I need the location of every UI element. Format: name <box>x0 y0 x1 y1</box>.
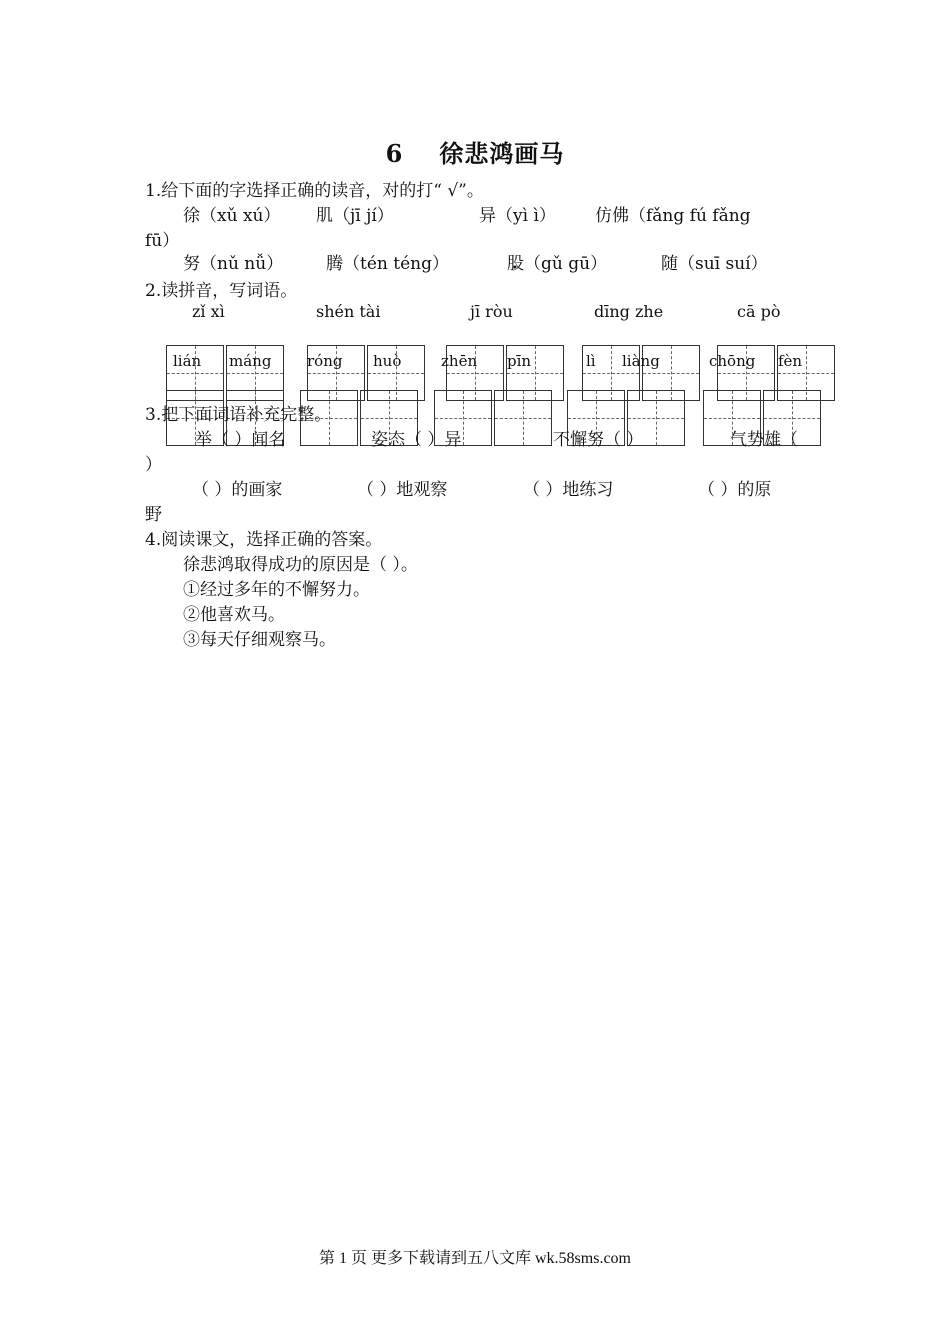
pinyin-lian: lián <box>173 352 202 370</box>
pinyin-dingzhe: dīng zhe <box>594 302 664 321</box>
q4-question: 徐悲鸿取得成功的原因是（ ）。 <box>183 555 418 575</box>
page-footer: 第 1 页 更多下载请到五八文库 wk.58sms.com <box>318 1250 631 1267</box>
pinyin-mang: máng <box>229 352 272 370</box>
q3-item-lianxi: （ ）地练习 <box>523 480 614 500</box>
pinyin-zhen: zhēn <box>441 352 478 370</box>
q1-item-sui: 随（suī suí） <box>661 254 768 274</box>
pinyin-fen: fèn <box>778 352 803 370</box>
pinyin-capo: cā pò <box>737 302 781 321</box>
q3-heading: 3.把下面词语补充完整。 <box>145 405 332 425</box>
q3-item-huajia: （ ）的画家 <box>192 480 283 500</box>
pinyin-zixi: zǐ xì <box>192 302 225 321</box>
pinyin-jirou: jī ròu <box>470 302 513 321</box>
q3-item-yuanye: （ ）的原 <box>698 480 772 500</box>
q2-heading: 2.读拼音，写词语。 <box>145 281 298 301</box>
lesson-title: 徐悲鸿画马 <box>439 139 565 168</box>
q1-item-fangfu-wrap: fū） <box>145 231 180 251</box>
q3-item-buxienu: 不懈努（ ） <box>553 430 644 450</box>
q1-item-nu: 努（nǔ nǚ） <box>183 254 284 274</box>
q4-option-2: ②他喜欢马。 <box>183 605 285 625</box>
q4-option-1: ①经过多年的不懈努力。 <box>183 580 370 600</box>
q1-item-xu: 徐（xǔ xú） <box>183 206 281 226</box>
page-title <box>0 134 950 169</box>
pinyin-rong: róng <box>307 352 343 370</box>
q1-item-fangfu: 仿佛（fǎng fú fǎng <box>595 206 751 226</box>
q3-item-qishixiong-wrap: ） <box>145 455 162 475</box>
pinyin-shentai: shén tài <box>316 302 381 321</box>
pinyin-chong: chōng <box>709 352 756 370</box>
q4-option-3: ③每天仔细观察马。 <box>183 630 336 650</box>
q3-item-yuanye-wrap: 野 <box>145 505 162 525</box>
q3-item-guancha: （ ）地观察 <box>357 480 448 500</box>
writing-cell[interactable] <box>494 390 552 446</box>
q1-item-ji: 肌（jī jí） <box>316 206 394 226</box>
q4-heading: 4.阅读课文，选择正确的答案。 <box>145 530 383 550</box>
q3-item-qishixiong: 气势雄（ <box>730 430 798 450</box>
q3-item-zitaiyi: 姿态（ ）异 <box>371 430 462 450</box>
lesson-number: 6 <box>385 139 404 168</box>
pinyin-huo: huò <box>373 352 402 370</box>
pinyin-li: lì <box>586 352 596 370</box>
q1-item-teng: 腾（tén téng） <box>326 254 449 274</box>
q1-item-gu: 股（gǔ gū） • <box>507 249 950 274</box>
pinyin-pin: pīn <box>507 352 532 370</box>
q1-heading: 1.给下面的字选择正确的读音，对的打“ √”。 <box>145 181 484 201</box>
pinyin-liang: liàng <box>622 352 660 370</box>
q3-item-juwenming: 举（ ）闻名 <box>195 430 286 450</box>
q1-item-yi: 异（yì ì） <box>479 206 556 226</box>
